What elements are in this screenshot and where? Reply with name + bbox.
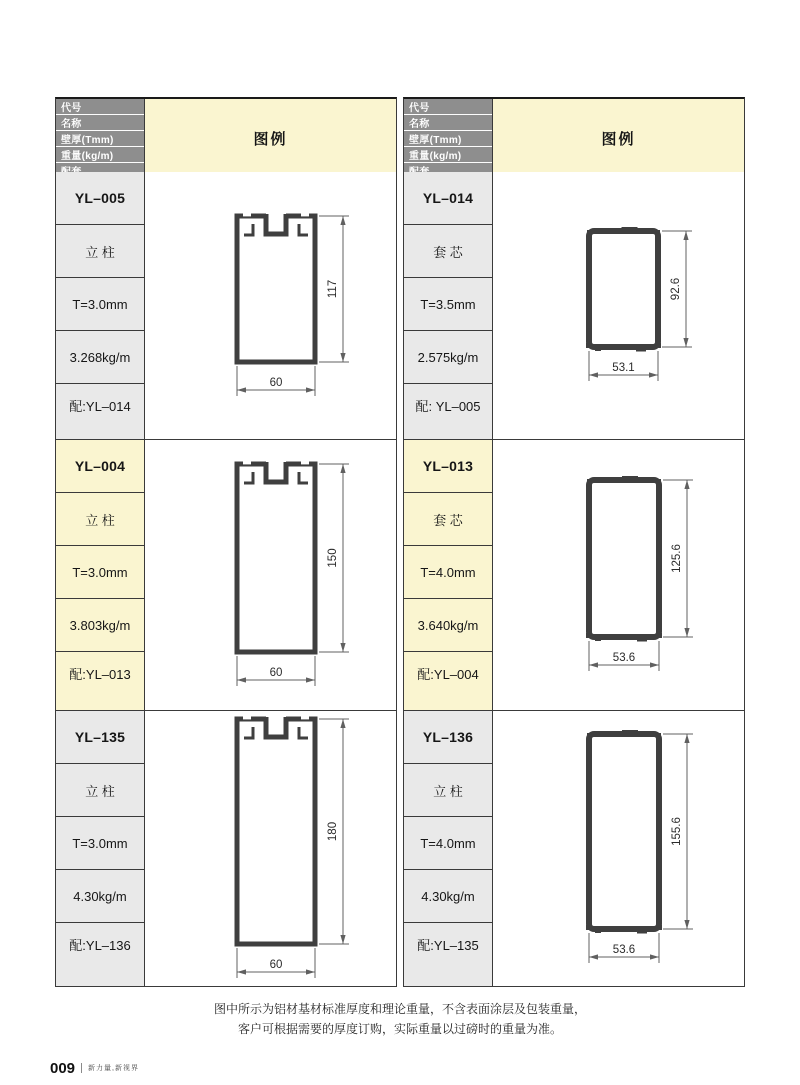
dimension-arrow	[589, 372, 598, 377]
corner-notch-left	[243, 461, 251, 464]
dimension-arrow	[306, 387, 315, 392]
profile-match: 配: YL–005	[404, 384, 492, 439]
corner-tab	[656, 230, 660, 234]
profile-outline	[589, 231, 658, 347]
profile-name: 立 柱	[404, 764, 492, 817]
legend-header: 图例	[145, 99, 396, 179]
profile-cross-section-diagram	[179, 210, 363, 402]
table-header-row-label: 代号	[404, 99, 492, 115]
dimension-arrow	[684, 920, 689, 929]
page-footer	[50, 1060, 800, 1077]
profile-table-right	[403, 97, 745, 987]
legend-header: 图例	[493, 99, 744, 179]
corner-tab	[657, 733, 661, 737]
dimension-arrow	[650, 662, 659, 667]
dimension-arrow	[684, 734, 689, 743]
width-dimension-label: 53.6	[612, 651, 635, 664]
table-header	[56, 99, 396, 172]
footer-divider	[81, 1063, 82, 1073]
bottom-tick	[637, 639, 647, 642]
profile-code: YL–004	[56, 440, 144, 493]
dimension-arrow	[589, 662, 598, 667]
profile-name: 套 芯	[404, 225, 492, 278]
width-dimension-label: 60	[269, 667, 282, 679]
profile-spec-column	[404, 172, 493, 439]
corner-foot	[586, 925, 591, 930]
top-step	[622, 227, 638, 230]
inner-hook-right	[299, 727, 308, 738]
profile-spec-column	[56, 440, 145, 710]
profile-name: 套 芯	[404, 493, 492, 546]
dimension-arrow	[650, 954, 659, 959]
corner-tab	[587, 733, 591, 737]
corner-tab	[587, 479, 591, 483]
dimension-arrow	[237, 969, 246, 974]
footer-slogan: 新力量,新视界	[88, 1065, 139, 1073]
corner-foot	[586, 343, 591, 348]
height-dimension-label: 125.6	[670, 543, 683, 573]
profile-outline	[589, 734, 659, 929]
height-dimension-label: 150	[326, 548, 339, 568]
width-dimension-label: 53.6	[612, 944, 635, 956]
profile-thickness: T=3.0mm	[56, 817, 144, 870]
profile-block	[404, 711, 744, 986]
table-header-row-label: 壁厚(Tmm)	[56, 131, 144, 147]
inner-hook-right	[299, 224, 308, 235]
corner-tab	[657, 479, 661, 483]
profile-drawing-cell	[493, 440, 744, 710]
corner-foot	[657, 633, 662, 638]
bottom-tick	[637, 931, 647, 934]
width-dimension-label: 60	[269, 376, 282, 389]
dimension-arrow	[684, 480, 689, 489]
dimension-arrow	[649, 372, 658, 377]
footer-note	[0, 1000, 800, 1040]
channel-mouth	[266, 461, 286, 467]
profile-match: 配:YL–136	[56, 923, 144, 986]
profile-match: 配:YL–004	[404, 652, 492, 710]
profile-outline	[589, 480, 659, 637]
profile-outline	[237, 719, 315, 944]
profile-tables	[55, 97, 745, 987]
dimension-arrow	[237, 677, 246, 682]
profile-cross-section-diagram	[531, 728, 707, 969]
corner-notch-right	[301, 716, 309, 719]
profile-drawing-cell	[493, 172, 744, 439]
profile-block	[56, 172, 396, 440]
profile-spec-column	[56, 711, 145, 986]
profile-weight: 3.640kg/m	[404, 599, 492, 652]
bottom-tick	[636, 349, 646, 352]
profile-match: 配:YL–135	[404, 923, 492, 986]
profile-code: YL–136	[404, 711, 492, 764]
profile-block	[56, 440, 396, 711]
dimension-arrow	[306, 677, 315, 682]
corner-foot	[657, 925, 662, 930]
height-dimension-label: 117	[326, 279, 339, 298]
profile-spec-column	[56, 172, 145, 439]
table-header	[404, 99, 744, 172]
profile-weight: 3.268kg/m	[56, 331, 144, 384]
top-step	[622, 730, 638, 733]
profile-weight: 4.30kg/m	[56, 870, 144, 923]
profile-block	[404, 172, 744, 440]
profile-outline	[237, 464, 315, 652]
corner-foot	[586, 633, 591, 638]
dimension-arrow	[340, 935, 345, 944]
table-header-labels	[404, 99, 493, 179]
inner-hook-left	[244, 727, 253, 738]
profile-match: 配:YL–013	[56, 652, 144, 710]
table-header-row-label: 名称	[56, 115, 144, 131]
profile-code: YL–135	[56, 711, 144, 764]
dimension-arrow	[340, 353, 345, 362]
profile-drawing-cell	[493, 711, 744, 986]
inner-hook-left	[244, 472, 253, 483]
dimension-arrow	[340, 719, 345, 728]
bottom-tick	[595, 931, 601, 933]
table-header-row-label: 名称	[404, 115, 492, 131]
profile-code: YL–013	[404, 440, 492, 493]
dimension-arrow	[589, 954, 598, 959]
corner-notch-right	[301, 213, 309, 216]
table-header-row-label: 重量(kg/m)	[56, 147, 144, 163]
corner-notch-right	[301, 461, 309, 464]
profile-table-left	[55, 97, 397, 987]
profile-thickness: T=4.0mm	[404, 817, 492, 870]
table-header-row-label: 代号	[56, 99, 144, 115]
footer-note-line-1: 图中所示为铝材基材标准厚度和理论重量，不含表面涂层及包装重量，	[213, 1002, 586, 1016]
bottom-tick	[595, 639, 601, 641]
height-dimension-label: 92.6	[670, 277, 682, 300]
profile-thickness: T=3.5mm	[404, 278, 492, 331]
profile-code: YL–005	[56, 172, 144, 225]
dimension-arrow	[237, 387, 246, 392]
table-header-row-label: 重量(kg/m)	[404, 147, 492, 163]
profile-outline	[237, 216, 315, 362]
profile-name: 立 柱	[56, 225, 144, 278]
profile-weight: 3.803kg/m	[56, 599, 144, 652]
dimension-arrow	[683, 231, 688, 240]
profile-thickness: T=3.0mm	[56, 278, 144, 331]
width-dimension-label: 53.1	[612, 361, 635, 374]
profile-cross-section-diagram	[531, 225, 706, 387]
dimension-arrow	[683, 338, 688, 347]
profile-spec-column	[404, 711, 493, 986]
dimension-arrow	[306, 969, 315, 974]
footer-note-line-2: 客户可根据需要的厚度订购，实际重量以过磅时的重量为准。	[237, 1021, 562, 1036]
bottom-tick	[595, 349, 601, 351]
profile-block	[56, 711, 396, 986]
profile-name: 立 柱	[56, 764, 144, 817]
profile-cross-section-diagram	[179, 713, 363, 984]
corner-tab	[587, 230, 591, 234]
profile-weight: 4.30kg/m	[404, 870, 492, 923]
profile-cross-section-diagram	[179, 458, 363, 692]
corner-notch-left	[243, 213, 251, 216]
height-dimension-label: 155.6	[670, 817, 683, 846]
inner-hook-right	[299, 472, 308, 483]
profile-weight: 2.575kg/m	[404, 331, 492, 384]
dimension-arrow	[340, 464, 345, 473]
dimension-arrow	[684, 628, 689, 637]
profile-spec-column	[404, 440, 493, 710]
corner-notch-left	[243, 716, 251, 719]
profile-thickness: T=3.0mm	[56, 546, 144, 599]
corner-foot	[656, 343, 661, 348]
table-header-row-label: 壁厚(Tmm)	[404, 131, 492, 147]
profile-drawing-cell	[145, 172, 396, 439]
profile-drawing-cell	[145, 711, 396, 986]
profile-thickness: T=4.0mm	[404, 546, 492, 599]
profile-block	[404, 440, 744, 711]
table-header-labels	[56, 99, 145, 179]
dimension-arrow	[340, 216, 345, 225]
profile-match: 配:YL–014	[56, 384, 144, 439]
profile-cross-section-diagram	[531, 474, 707, 677]
channel-mouth	[266, 716, 286, 722]
page-number: 009	[50, 1059, 76, 1077]
profile-drawing-cell	[145, 440, 396, 710]
top-step	[622, 476, 638, 479]
profile-code: YL–014	[404, 172, 492, 225]
profile-name: 立 柱	[56, 493, 144, 546]
width-dimension-label: 60	[269, 959, 282, 971]
dimension-arrow	[340, 643, 345, 652]
channel-mouth	[266, 213, 286, 219]
inner-hook-left	[244, 224, 253, 235]
height-dimension-label: 180	[326, 821, 339, 842]
